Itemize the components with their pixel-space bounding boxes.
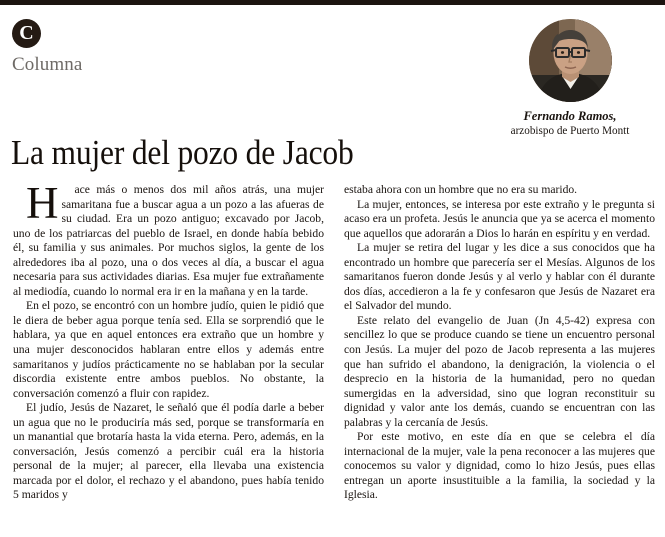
- author-portrait-icon: [529, 19, 612, 102]
- paragraph: En el pozo, se encontró con un hombre judío, quien le pidió que le diera de beber agua porque tenía sed. Ella se sorprendió que le hablara, ya que en aquel entonces era extraño que un hombre y una mujer desconocidos hablaran entre ellos y además entre samaritanos y judíos prácticamente no se hablaban por la secular discordia existente entre ambos pueblos. No obstante, la conversación comenzó a fluir con rapidez.: [13, 299, 324, 400]
- section-label: Columna: [12, 54, 83, 75]
- article-header: [0, 5, 665, 138]
- paragraph: Este relato del evangelio de Juan (Jn 4,5-42) expresa con sencillez lo que se produce cuando se tiene un encuentro personal con Jesús. La mujer del pozo de Jacob representa a las mujeres que han sufrido el abandono, la denigración, la violencia o el desprecio en la historia de la humanidad, pero no quedan sumergidas en la adversidad, sino que logran reconstituir su dignidad y valor ante los demás, cuando se encuentran con las palabras y la cercanía de Jesús.: [344, 313, 655, 429]
- author-name: Fernando Ramos,: [523, 109, 617, 123]
- page-title: La mujer del pozo de Jacob: [11, 133, 354, 172]
- paragraph: Por este motivo, en este día en que se celebra el día internacional de la mujer, vale la pena reconocer a las mujeres que conocemos su valor y dignidad, como lo hizo Jesús, pues ellas entregan un aporte insustituible a la familia, la sociedad y la Iglesia.: [344, 430, 655, 502]
- article-column-left: [13, 178, 324, 535]
- avatar: [529, 19, 612, 102]
- author-role: arzobispo de Puerto Montt: [510, 123, 630, 138]
- paragraph: La mujer, entonces, se interesa por este extraño y le pregunta si acaso era un profeta. Jesús le anuncia que ya se acerca el momento que aquellos que adorarán a Dios lo harán en espíritu y en verdad.: [344, 197, 655, 240]
- section-badge-icon: C: [12, 19, 41, 48]
- paragraph: El judío, Jesús de Nazaret, le señaló que él podía darle a beber un agua que no le produciría más sed, porque se transformaría en un manantial que brotaría hasta la vida eterna. Pero, además, en la conversación, Jesús comenzó a percibir cuál era la historia personal de la mujer; al parecer, ella llevaba una existencia marcada por el dolor, el rechazo y el abandono, pues había tenido 5 maridos y: [13, 401, 324, 502]
- article-body: [13, 178, 655, 535]
- paragraph: La mujer se retira del lugar y les dice a sus conocidos que ha encontrado un hombre que parecería ser el Mesías. Algunos de los samaritanos fueron donde Jesús y al verlo y hablar con él durante dos días, accedieron a la fe y confesaron que Jesús de Nazaret era el Salvador del mundo.: [344, 241, 655, 313]
- article-column-right: [344, 183, 655, 535]
- author-byline: [490, 19, 650, 138]
- paragraph: Hace más o menos dos mil años atrás, una mujer samaritana fue a buscar agua a un pozo a las afueras de su ciudad. Era un pozo antiguo; excavado por Jacob, uno de los patriarcas del pueblo de Israel, en donde había bebido él, su familia y sus animales. Por muchos siglos, la gente de los alrededores iba al pozo, una o dos veces al día, a buscar el agua necesaria para sus actividades diarias. Esa mujer fue extrañamente al mediodía, cuando lo normal era ir en la mañana y en la tarde.: [13, 178, 324, 298]
- section-kicker: [12, 19, 82, 74]
- paragraph: estaba ahora con un hombre que no era su marido.: [344, 183, 578, 196]
